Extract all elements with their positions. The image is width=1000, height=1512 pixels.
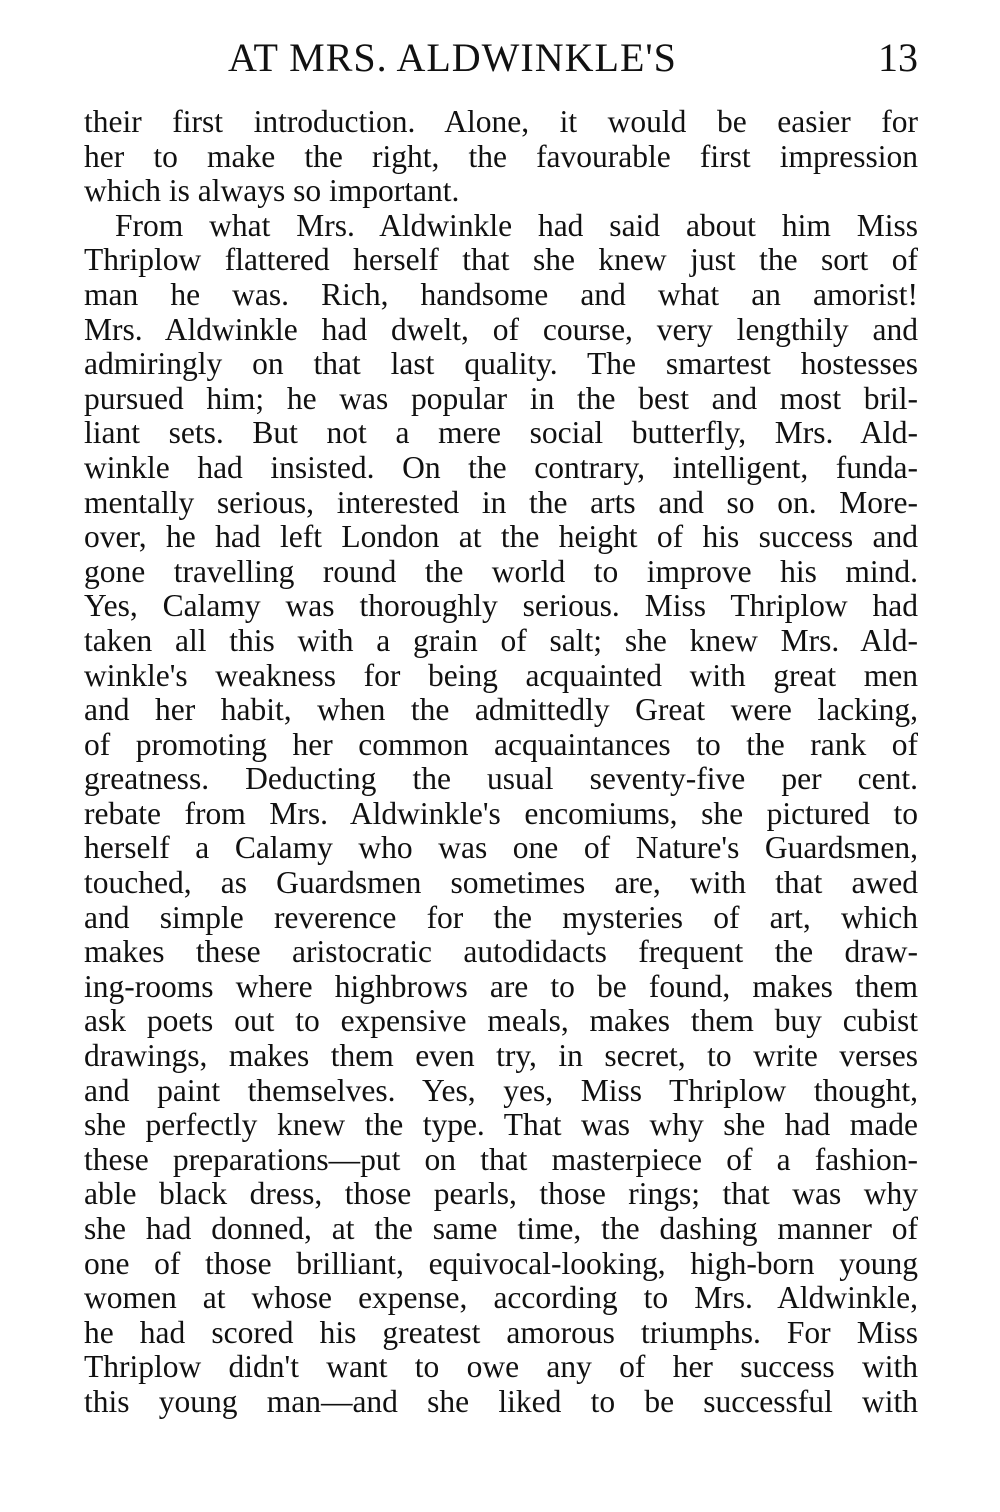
text-line: of promoting her common acquaintances to the rank of [84,727,918,762]
text-line: gone travelling round the world to improve his mind. [84,554,918,589]
text-line: over, he had left London at the height of his success and [84,520,918,555]
text-line: these preparations—put on that masterpiece of a fashion- [84,1142,918,1177]
text-line: ing-rooms where highbrows are to be found, makes them [84,969,918,1004]
text-line: winkle had insisted. On the contrary, intelligent, funda- [84,450,918,485]
text-line: he had scored his greatest amorous triumphs. For Miss [84,1315,918,1350]
text-line: she had donned, at the same time, the dashing manner of [84,1212,918,1246]
text-line: her to make the right, the favourable first impression [84,139,918,174]
text-line: and paint themselves. Yes, yes, Miss Thriplow thought, [84,1073,918,1108]
text-line: greatness. Deducting the usual seventy-five per cent. [84,762,918,797]
text-line: Thriplow didn't want to owe any of her success with [84,1350,918,1385]
text-line: Thriplow flattered herself that she knew just the sort of [84,243,918,278]
text-line: rebate from Mrs. Aldwinkle's encomiums, she pictured to [84,796,918,831]
text-line: and her habit, when the admittedly Great were lacking, [84,693,918,728]
text-line: pursued him; he was popular in the best and most bril- [84,381,918,416]
running-title: AT MRS. ALDWINKLE'S [228,35,677,80]
text-line: Yes, Calamy was thoroughly serious. Miss Thriplow had [84,589,918,624]
text-line: able black dress, those pearls, those rings; that was why [84,1177,918,1212]
text-line: winkle's weakness for being acquainted with great men [84,658,918,693]
text-line: taken all this with a grain of salt; she knew Mrs. Ald- [84,623,918,658]
text-line: one of those brilliant, equivocal-looking, high-born young [84,1246,918,1281]
text-line: liant sets. But not a mere social butterfly, Mrs. Ald- [84,416,918,451]
running-head [228,34,918,82]
text-line: women at whose expense, according to Mrs. Aldwinkle, [84,1281,918,1316]
text-line: and simple reverence for the mysteries of art, which [84,900,918,935]
text-line: drawings, makes them even try, in secret, to write verses [84,1039,918,1074]
text-line: admiringly on that last quality. The smartest hostesses [84,347,918,382]
text-line: man he was. Rich, handsome and what an amorist! [84,277,918,312]
text-line: Mrs. Aldwinkle had dwelt, of course, very lengthily and [84,312,918,347]
text-line: this young man—and she liked to be successful with [84,1384,918,1419]
body-text [84,105,918,1420]
text-line: touched, as Guardsmen sometimes are, with that awed [84,866,918,901]
text-line: their first introduction. Alone, it would be easier for [84,105,918,139]
text-line: which is always so important. [84,174,460,209]
text-line: herself a Calamy who was one of Nature's Guardsmen, [84,831,918,866]
text-line: From what Mrs. Aldwinkle had said about him Miss [115,208,918,243]
text-line: mentally serious, interested in the arts and so on. More- [84,485,918,520]
text-line: ask poets out to expensive meals, makes them buy cubist [84,1004,918,1039]
text-line: she perfectly knew the type. That was why she had made [84,1108,918,1143]
page-number: 13 [878,35,918,80]
text-line: makes these aristocratic autodidacts frequent the draw- [84,935,918,970]
